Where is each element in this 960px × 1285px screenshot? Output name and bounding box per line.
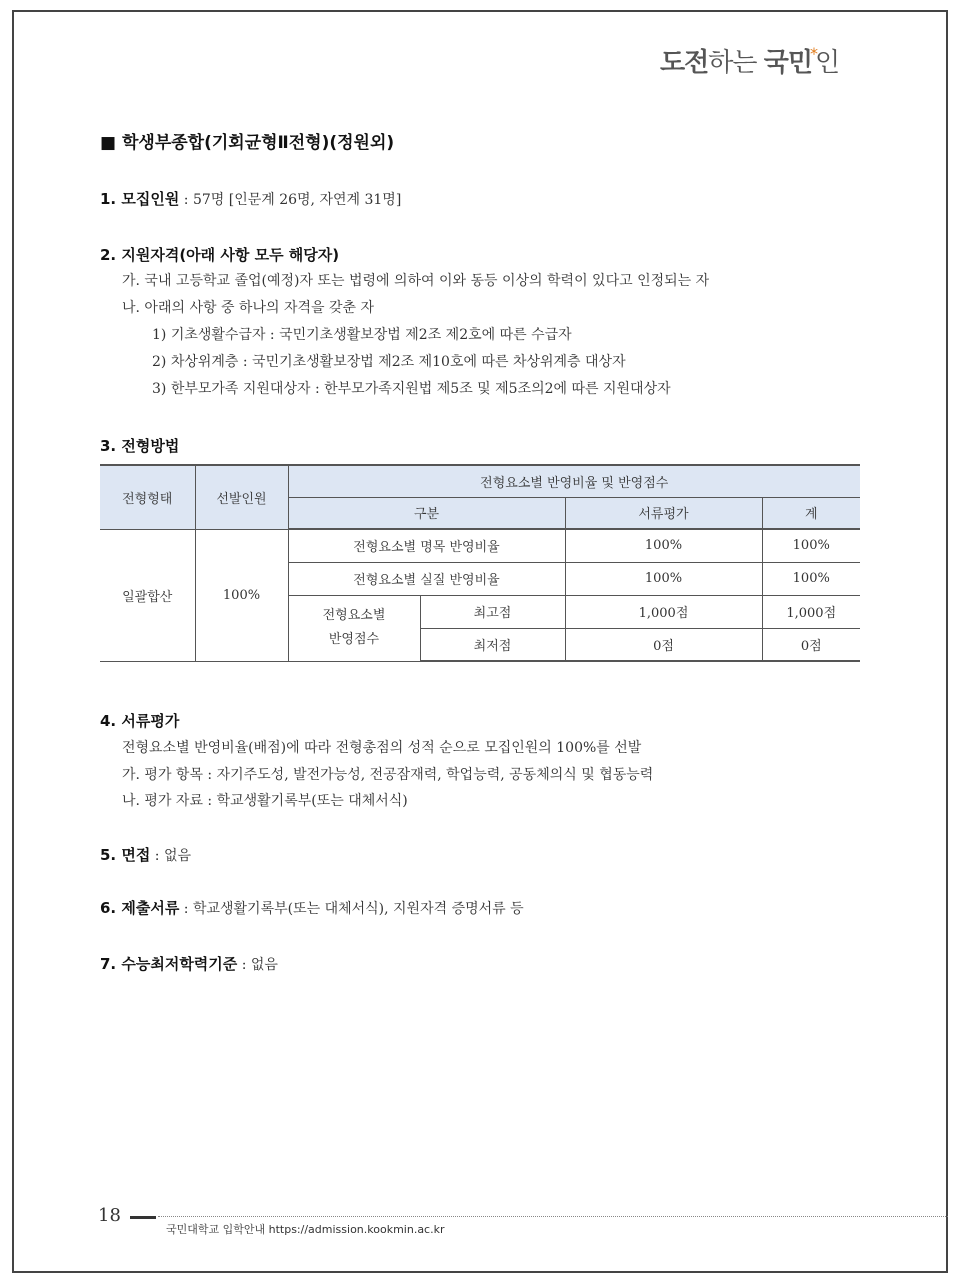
section-eligibility-title: 2. 지원자격(아래 사항 모두 해당자) bbox=[100, 246, 340, 264]
doc-eval-line: 나. 평가 자료 : 학교생활기록부(또는 대체서식) bbox=[122, 793, 408, 809]
page-number: 18 bbox=[98, 1205, 121, 1226]
header-group: 전형요소별 반영비율 및 반영점수 bbox=[288, 465, 860, 497]
section-value: : 57명 [인문계 26명, 자연계 31명] bbox=[179, 192, 402, 208]
header-total: 계 bbox=[762, 497, 860, 529]
brand-logo: 도전하는 국민*인 bbox=[660, 44, 840, 78]
doc-eval-cell: 100% bbox=[565, 562, 762, 595]
score-label-line2: 반영점수 bbox=[328, 632, 380, 647]
header-category: 구분 bbox=[288, 497, 565, 529]
doc-eval-cell: 0점 bbox=[565, 628, 762, 661]
doc-eval-cell: 1,000점 bbox=[565, 595, 762, 628]
header-doc-eval: 서류평가 bbox=[565, 497, 762, 529]
eligibility-line: 1) 기초생활수급자 : 국민기초생활보장법 제2조 제2호에 따른 수급자 bbox=[152, 327, 572, 343]
header-ratio: 선발인원 bbox=[195, 465, 288, 529]
selection-method-table bbox=[100, 464, 860, 662]
eligibility-line: 3) 한부모가족 지원대상자 : 한부모가족지원법 제5조 및 제5조의2에 따른 지원대상자 bbox=[152, 381, 671, 397]
ratio-cell: 100% bbox=[195, 529, 288, 661]
type-cell: 일괄합산 bbox=[100, 529, 195, 661]
row-label: 전형요소별 명목 반영비율 bbox=[288, 529, 565, 562]
doc-eval-line: 전형요소별 반영비율(배점)에 따라 전형총점의 성적 순으로 모집인원의 100%를 선발 bbox=[122, 740, 642, 756]
section-value: : 없음 bbox=[237, 957, 278, 973]
score-row-label: 최고점 bbox=[420, 595, 565, 628]
footer-rule bbox=[130, 1216, 156, 1219]
eligibility-line: 가. 국내 고등학교 졸업(예정)자 또는 법령에 의하여 이와 동등 이상의 학력이 있다고 인정되는 자 bbox=[122, 273, 710, 289]
star-icon: * bbox=[809, 44, 817, 63]
section-title: 7. 수능최저학력기준 bbox=[100, 955, 238, 973]
total-cell: 100% bbox=[762, 562, 860, 595]
section-doc-eval-title: 4. 서류평가 bbox=[100, 712, 180, 730]
total-cell: 0점 bbox=[762, 628, 860, 661]
score-row-label: 최저점 bbox=[420, 628, 565, 661]
total-cell: 100% bbox=[762, 529, 860, 562]
score-label-line1: 전형요소별 bbox=[322, 608, 386, 623]
section-value: : 없음 bbox=[150, 848, 192, 864]
section-interview bbox=[100, 844, 191, 865]
row-label: 전형요소별 실질 반영비율 bbox=[288, 562, 565, 595]
section-method-title: 3. 전형방법 bbox=[100, 437, 180, 455]
header-type: 전형형태 bbox=[100, 465, 195, 529]
page-title: ■ 학생부종합(기회균형Ⅱ전형)(정원외) bbox=[100, 133, 395, 153]
total-cell: 1,000점 bbox=[762, 595, 860, 628]
footer-text: 국민대학교 입학안내 https://admission.kookmin.ac.kr bbox=[166, 1223, 445, 1236]
section-title: 5. 면접 bbox=[100, 846, 151, 864]
footer-dotted-line bbox=[158, 1216, 948, 1217]
eligibility-line: 2) 차상위계층 : 국민기초생활보장법 제2조 제10호에 따른 차상위계층 대상자 bbox=[152, 354, 626, 370]
section-documents bbox=[100, 897, 524, 918]
table-row bbox=[100, 529, 860, 562]
doc-eval-cell: 100% bbox=[565, 529, 762, 562]
score-label-cell bbox=[288, 595, 420, 661]
section-value: : 학교생활기록부(또는 대체서식), 지원자격 증명서류 등 bbox=[179, 901, 524, 917]
eligibility-line: 나. 아래의 사항 중 하나의 자격을 갖춘 자 bbox=[122, 300, 374, 316]
section-title: 6. 제출서류 bbox=[100, 899, 180, 917]
doc-eval-line: 가. 평가 항목 : 자기주도성, 발전가능성, 전공잠재력, 학업능력, 공동체의식 및 협동능력 bbox=[122, 767, 654, 783]
section-title: 1. 모집인원 bbox=[100, 190, 180, 208]
section-csat-minimum bbox=[100, 953, 278, 974]
section-recruitment bbox=[100, 188, 401, 209]
